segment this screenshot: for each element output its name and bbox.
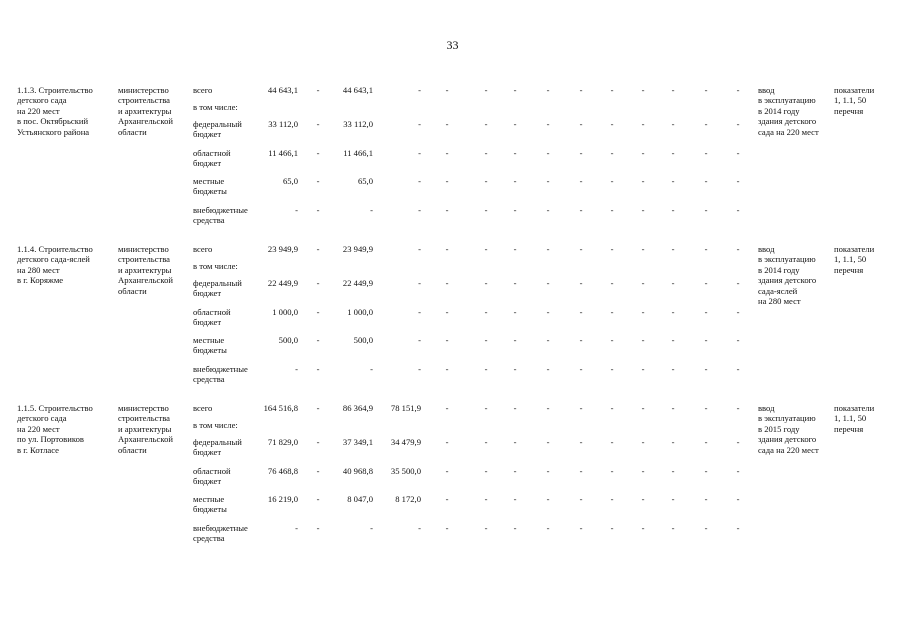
empty-value: - — [513, 494, 517, 504]
empty-value: - — [513, 307, 517, 317]
empty-value: - — [484, 494, 488, 504]
empty-value: - — [641, 466, 645, 476]
empty-value: - — [445, 278, 449, 288]
empty-value: - — [546, 403, 550, 413]
empty-value: - — [445, 437, 449, 447]
empty-value: - — [445, 403, 449, 413]
block-indicators: показатели 1, 1.1, 50 перечня — [834, 85, 875, 116]
empty-value: - — [736, 148, 740, 158]
block-executor: министерство строительства и архитектуры Архангельской области — [118, 85, 173, 137]
empty-value: - — [513, 403, 517, 413]
row-value: 11 466,1 — [343, 148, 373, 158]
empty-value: - — [736, 335, 740, 345]
row-value: - — [316, 278, 320, 288]
empty-value: - — [641, 335, 645, 345]
empty-value: - — [484, 335, 488, 345]
empty-value: - — [736, 278, 740, 288]
row-value: 8 172,0 — [395, 494, 421, 504]
empty-value: - — [546, 119, 550, 129]
row-value: - — [316, 176, 320, 186]
row-value: 22 449,9 — [342, 278, 373, 288]
empty-value: - — [704, 466, 708, 476]
empty-value: - — [610, 466, 614, 476]
empty-value: - — [579, 278, 583, 288]
row-value: 23 949,9 — [342, 244, 373, 254]
empty-value: - — [704, 307, 708, 317]
row-value: - — [370, 205, 373, 215]
empty-value: - — [546, 85, 550, 95]
empty-value: - — [484, 307, 488, 317]
empty-value: - — [610, 523, 614, 533]
block-name: 1.1.4. Строительство детского сада-яслей на 280 мест в г. Коряжме — [17, 244, 93, 286]
block-indicators: показатели 1, 1.1, 50 перечня — [834, 244, 875, 275]
empty-value: - — [546, 466, 550, 476]
empty-value: - — [736, 494, 740, 504]
empty-value: - — [579, 244, 583, 254]
row-value: 37 349,1 — [342, 437, 373, 447]
row-value: - — [370, 523, 373, 533]
row-total: 44 643,1 — [267, 85, 298, 95]
empty-value: - — [641, 437, 645, 447]
empty-value: - — [579, 466, 583, 476]
empty-value: - — [445, 523, 449, 533]
empty-value: - — [546, 278, 550, 288]
row-value: - — [316, 523, 320, 533]
empty-value: - — [546, 335, 550, 345]
row-value: 500,0 — [353, 335, 373, 345]
row-total: 164 516,8 — [263, 403, 298, 413]
empty-value: - — [671, 85, 675, 95]
empty-value: - — [445, 466, 449, 476]
empty-value: - — [736, 437, 740, 447]
empty-value: - — [671, 176, 675, 186]
row-label: в том числе: — [193, 102, 238, 112]
empty-value: - — [704, 364, 708, 374]
empty-value: - — [671, 494, 675, 504]
empty-value: - — [671, 244, 675, 254]
empty-value: - — [579, 364, 583, 374]
empty-value: - — [513, 523, 517, 533]
empty-value: - — [704, 176, 708, 186]
empty-value: - — [546, 494, 550, 504]
row-label: всего — [193, 403, 213, 413]
empty-value: - — [546, 523, 550, 533]
empty-value: - — [484, 119, 488, 129]
row-value: - — [418, 176, 421, 186]
empty-value: - — [610, 85, 614, 95]
row-label: местные бюджеты — [193, 335, 227, 356]
empty-value: - — [641, 307, 645, 317]
empty-value: - — [704, 244, 708, 254]
empty-value: - — [579, 403, 583, 413]
empty-value: - — [579, 119, 583, 129]
empty-value: - — [610, 437, 614, 447]
empty-value: - — [671, 403, 675, 413]
empty-value: - — [484, 403, 488, 413]
row-total: 65,0 — [282, 176, 298, 186]
row-value: 78 151,9 — [390, 403, 421, 413]
row-value: - — [316, 85, 320, 95]
row-total: 1 000,0 — [272, 307, 298, 317]
empty-value: - — [546, 364, 550, 374]
empty-value: - — [641, 278, 645, 288]
empty-value: - — [736, 176, 740, 186]
row-value: - — [316, 205, 320, 215]
empty-value: - — [704, 403, 708, 413]
empty-value: - — [704, 85, 708, 95]
row-total: 71 829,0 — [267, 437, 298, 447]
empty-value: - — [445, 148, 449, 158]
row-value: - — [418, 205, 421, 215]
empty-value: - — [641, 523, 645, 533]
row-value: - — [418, 244, 421, 254]
empty-value: - — [579, 148, 583, 158]
empty-value: - — [445, 244, 449, 254]
empty-value: - — [704, 119, 708, 129]
block-result: ввод в эксплуатацию в 2014 году здания детского сада-яслей на 280 мест — [758, 244, 817, 307]
row-value: - — [418, 523, 421, 533]
row-value: - — [418, 307, 421, 317]
empty-value: - — [445, 176, 449, 186]
empty-value: - — [579, 335, 583, 345]
empty-value: - — [546, 307, 550, 317]
empty-value: - — [610, 335, 614, 345]
empty-value: - — [546, 148, 550, 158]
empty-value: - — [579, 85, 583, 95]
row-value: - — [370, 364, 373, 374]
row-total: 76 468,8 — [267, 466, 298, 476]
row-total: 22 449,9 — [267, 278, 298, 288]
empty-value: - — [610, 494, 614, 504]
row-total: 500,0 — [278, 335, 298, 345]
empty-value: - — [513, 335, 517, 345]
row-total: 16 219,0 — [267, 494, 298, 504]
row-total: - — [295, 523, 298, 533]
row-label: всего — [193, 85, 213, 95]
empty-value: - — [546, 437, 550, 447]
empty-value: - — [671, 148, 675, 158]
row-total: 33 112,0 — [268, 119, 298, 129]
block-name: 1.1.5. Строительство детского сада на 220 мест по ул. Портовиков в г. Котласе — [17, 403, 93, 455]
row-value: - — [316, 307, 320, 317]
empty-value: - — [736, 466, 740, 476]
empty-value: - — [513, 278, 517, 288]
empty-value: - — [610, 148, 614, 158]
empty-value: - — [704, 278, 708, 288]
row-value: - — [316, 244, 320, 254]
empty-value: - — [579, 176, 583, 186]
empty-value: - — [445, 119, 449, 129]
empty-value: - — [671, 205, 675, 215]
empty-value: - — [736, 523, 740, 533]
empty-value: - — [513, 466, 517, 476]
empty-value: - — [736, 364, 740, 374]
row-label: внебюджетные средства — [193, 205, 248, 226]
empty-value: - — [484, 176, 488, 186]
empty-value: - — [671, 523, 675, 533]
empty-value: - — [445, 307, 449, 317]
empty-value: - — [704, 335, 708, 345]
empty-value: - — [641, 364, 645, 374]
empty-value: - — [579, 307, 583, 317]
empty-value: - — [736, 244, 740, 254]
row-label: внебюджетные средства — [193, 364, 248, 385]
empty-value: - — [610, 364, 614, 374]
empty-value: - — [736, 119, 740, 129]
row-label: внебюджетные средства — [193, 523, 248, 544]
row-value: - — [316, 364, 320, 374]
empty-value: - — [513, 364, 517, 374]
empty-value: - — [484, 205, 488, 215]
page-number: 33 — [446, 38, 459, 52]
empty-value: - — [484, 278, 488, 288]
empty-value: - — [610, 244, 614, 254]
empty-value: - — [610, 176, 614, 186]
empty-value: - — [671, 466, 675, 476]
empty-value: - — [641, 85, 645, 95]
row-total: - — [295, 205, 298, 215]
row-value: 33 112,0 — [343, 119, 373, 129]
empty-value: - — [579, 494, 583, 504]
empty-value: - — [704, 494, 708, 504]
row-label: федеральный бюджет — [193, 119, 242, 140]
block-executor: министерство строительства и архитектуры Архангельской области — [118, 403, 173, 455]
empty-value: - — [736, 205, 740, 215]
empty-value: - — [546, 205, 550, 215]
empty-value: - — [641, 244, 645, 254]
empty-value: - — [445, 205, 449, 215]
row-value: - — [316, 437, 320, 447]
row-value: - — [316, 466, 320, 476]
row-label: областной бюджет — [193, 466, 231, 487]
empty-value: - — [513, 176, 517, 186]
empty-value: - — [484, 437, 488, 447]
empty-value: - — [513, 85, 517, 95]
empty-value: - — [546, 176, 550, 186]
empty-value: - — [671, 307, 675, 317]
empty-value: - — [484, 244, 488, 254]
row-label: в том числе: — [193, 420, 238, 430]
row-value: - — [418, 148, 421, 158]
row-value: 1 000,0 — [347, 307, 373, 317]
empty-value: - — [704, 523, 708, 533]
row-value: 34 479,9 — [390, 437, 421, 447]
row-value: - — [418, 119, 421, 129]
empty-value: - — [736, 307, 740, 317]
empty-value: - — [546, 244, 550, 254]
row-value: 86 364,9 — [342, 403, 373, 413]
row-value: - — [316, 335, 320, 345]
empty-value: - — [704, 148, 708, 158]
block-result: ввод в эксплуатацию в 2014 году здания детского сада на 220 мест — [758, 85, 819, 137]
row-value: 65,0 — [357, 176, 373, 186]
empty-value: - — [671, 278, 675, 288]
row-value: - — [316, 119, 320, 129]
row-label: федеральный бюджет — [193, 278, 242, 299]
empty-value: - — [704, 205, 708, 215]
row-label: областной бюджет — [193, 148, 231, 169]
row-value: - — [418, 278, 421, 288]
empty-value: - — [671, 437, 675, 447]
empty-value: - — [484, 523, 488, 533]
empty-value: - — [513, 437, 517, 447]
empty-value: - — [484, 364, 488, 374]
empty-value: - — [641, 119, 645, 129]
empty-value: - — [610, 205, 614, 215]
row-value: - — [316, 494, 320, 504]
block-executor: министерство строительства и архитектуры Архангельской области — [118, 244, 173, 296]
empty-value: - — [445, 494, 449, 504]
row-label: в том числе: — [193, 261, 238, 271]
block-indicators: показатели 1, 1.1, 50 перечня — [834, 403, 875, 434]
empty-value: - — [513, 119, 517, 129]
row-label: областной бюджет — [193, 307, 231, 328]
empty-value: - — [641, 176, 645, 186]
empty-value: - — [610, 119, 614, 129]
row-label: федеральный бюджет — [193, 437, 242, 458]
row-label: местные бюджеты — [193, 494, 227, 515]
row-total: 11 466,1 — [268, 148, 298, 158]
empty-value: - — [445, 364, 449, 374]
empty-value: - — [445, 85, 449, 95]
empty-value: - — [484, 466, 488, 476]
empty-value: - — [610, 403, 614, 413]
row-total: - — [295, 364, 298, 374]
empty-value: - — [445, 335, 449, 345]
row-value: - — [316, 148, 320, 158]
empty-value: - — [579, 205, 583, 215]
empty-value: - — [671, 119, 675, 129]
empty-value: - — [513, 205, 517, 215]
empty-value: - — [671, 364, 675, 374]
empty-value: - — [484, 148, 488, 158]
row-total: 23 949,9 — [267, 244, 298, 254]
empty-value: - — [641, 494, 645, 504]
empty-value: - — [513, 244, 517, 254]
row-value: 35 500,0 — [390, 466, 421, 476]
empty-value: - — [704, 437, 708, 447]
empty-value: - — [579, 523, 583, 533]
row-value: 44 643,1 — [342, 85, 373, 95]
empty-value: - — [579, 437, 583, 447]
row-value: - — [418, 335, 421, 345]
row-value: 8 047,0 — [347, 494, 373, 504]
empty-value: - — [736, 85, 740, 95]
row-value: 40 968,8 — [342, 466, 373, 476]
row-label: местные бюджеты — [193, 176, 227, 197]
empty-value: - — [610, 307, 614, 317]
empty-value: - — [641, 148, 645, 158]
row-label: всего — [193, 244, 213, 254]
empty-value: - — [641, 403, 645, 413]
empty-value: - — [641, 205, 645, 215]
empty-value: - — [736, 403, 740, 413]
row-value: - — [418, 85, 421, 95]
empty-value: - — [513, 148, 517, 158]
empty-value: - — [484, 85, 488, 95]
empty-value: - — [610, 278, 614, 288]
row-value: - — [316, 403, 320, 413]
row-value: - — [418, 364, 421, 374]
block-name: 1.1.3. Строительство детского сада на 220 мест в пос. Октябрьский Устьянского района — [17, 85, 93, 137]
block-result: ввод в эксплуатацию в 2015 году здания детского сада на 220 мест — [758, 403, 819, 455]
empty-value: - — [671, 335, 675, 345]
